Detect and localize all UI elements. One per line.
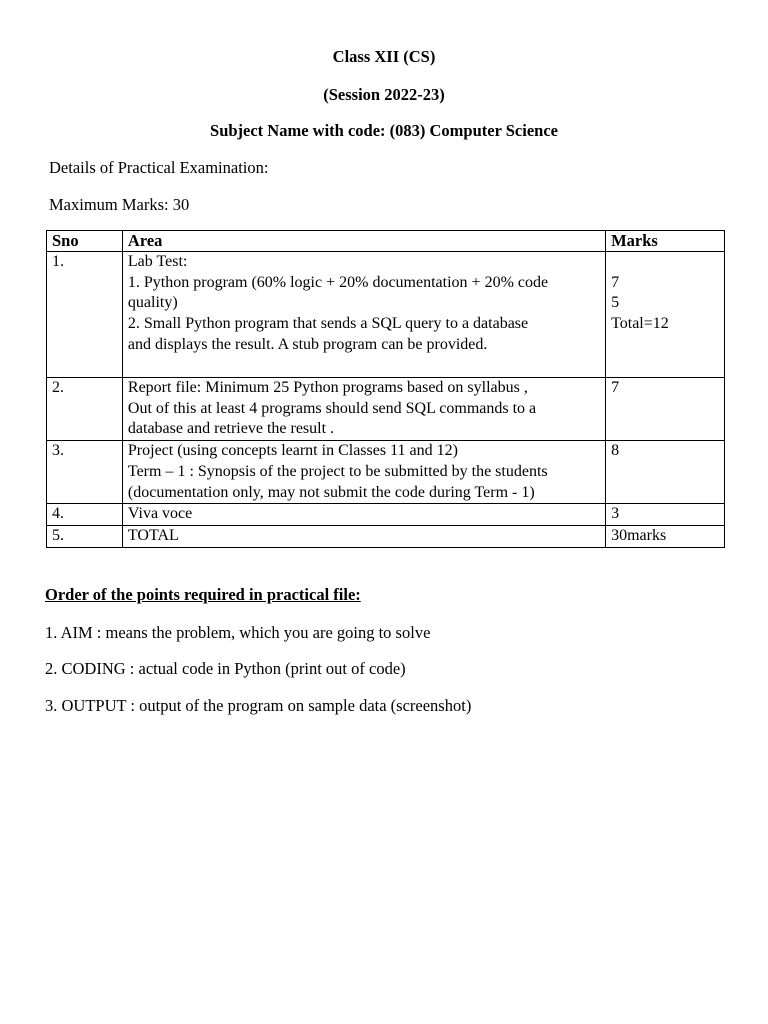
max-marks-label: Maximum Marks: 30 xyxy=(49,195,190,214)
class-title: Class XII (CS) xyxy=(332,47,436,66)
table-row xyxy=(47,378,725,441)
area-line: 1. Python program (60% logic + 20% documentation + 20% code xyxy=(127,273,549,291)
area-line: Lab Test: xyxy=(127,253,188,270)
marks-line xyxy=(611,252,719,273)
point-coding: 2. CODING : actual code in Python (print out of code) xyxy=(45,659,406,678)
area-line: and displays the result. A stub program can be provided. xyxy=(127,335,488,353)
cell-marks: 7 xyxy=(606,378,725,441)
area-line: Term – 1 : Synopsis of the project to be submitted by the students xyxy=(127,462,548,480)
area-line: Report file: Minimum 25 Python programs based on syllabus , xyxy=(127,379,528,396)
cell-marks: 30marks xyxy=(606,525,725,547)
subject-title: Subject Name with code: (083) Computer Science xyxy=(210,121,558,140)
practical-marks-table xyxy=(46,230,725,548)
cell-area: Viva voce xyxy=(122,504,605,526)
header-sno: Sno xyxy=(47,231,123,252)
cell-area xyxy=(122,252,605,378)
cell-sno: 4. xyxy=(47,504,123,526)
area-line: Out of this at least 4 programs should send SQL commands to a xyxy=(127,399,537,417)
cell-area xyxy=(122,378,605,441)
table-header-row xyxy=(47,231,725,252)
header-marks: Marks xyxy=(606,231,725,252)
cell-sno: 5. xyxy=(47,525,123,547)
session-title: (Session 2022-23) xyxy=(323,85,445,104)
cell-sno: 1. xyxy=(47,252,123,378)
area-line: (documentation only, may not submit the code during Term - 1) xyxy=(127,483,535,501)
cell-sno: 2. xyxy=(47,378,123,441)
marks-line: 5 xyxy=(611,294,620,312)
point-output: 3. OUTPUT : output of the program on sample data (screenshot) xyxy=(45,696,472,715)
point-aim: 1. AIM : means the problem, which you are going to solve xyxy=(45,623,431,642)
area-line: quality) xyxy=(127,294,178,312)
table-row xyxy=(47,504,725,526)
cell-area xyxy=(122,441,605,504)
area-line: 2. Small Python program that sends a SQL query to a database xyxy=(127,315,529,333)
details-label: Details of Practical Examination: xyxy=(49,158,269,177)
marks-line: 7 xyxy=(611,273,620,291)
cell-marks: 3 xyxy=(606,504,725,526)
table-row xyxy=(47,525,725,547)
cell-sno: 3. xyxy=(47,441,123,504)
header-area: Area xyxy=(122,231,605,252)
cell-marks xyxy=(606,252,725,378)
area-line: Project (using concepts learnt in Classes 11 and 12) xyxy=(127,442,458,460)
area-line: database and retrieve the result . xyxy=(127,420,335,438)
marks-line: Total=12 xyxy=(611,315,669,333)
table-row xyxy=(47,441,725,504)
cell-area: TOTAL xyxy=(122,525,605,547)
cell-marks: 8 xyxy=(606,441,725,504)
practical-file-heading: Order of the points required in practical file: xyxy=(45,585,361,604)
table-row xyxy=(47,252,725,378)
